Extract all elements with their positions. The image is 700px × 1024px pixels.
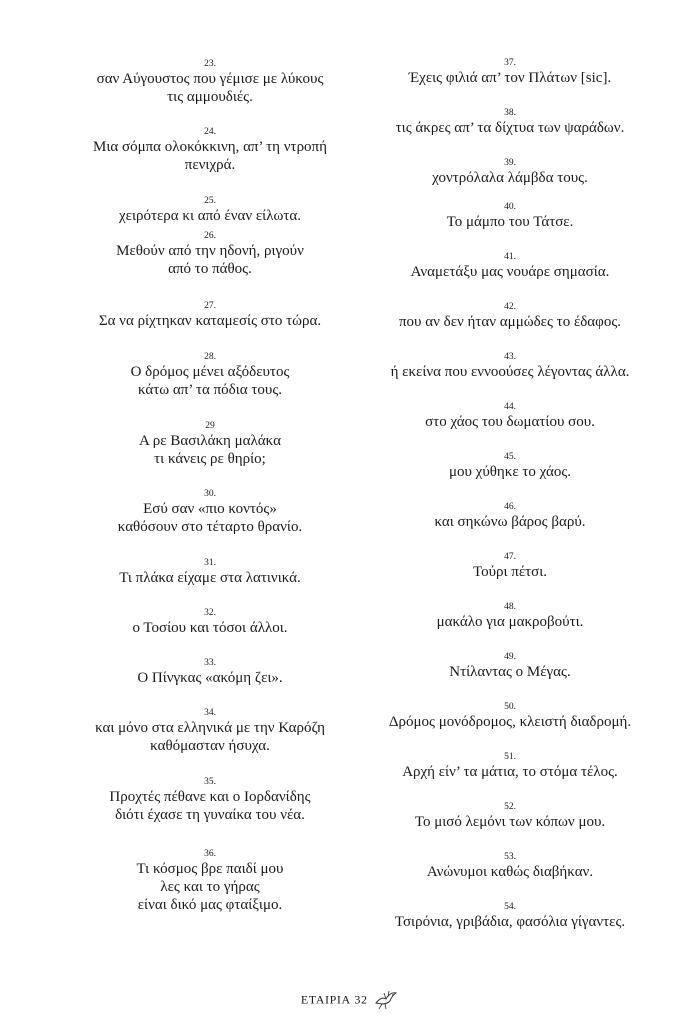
verse-entry [340, 252, 680, 281]
page-footer [0, 989, 700, 1011]
verse-entry [340, 802, 680, 831]
verse-line: είναι δικό μας φταίξιμο. [137, 897, 283, 913]
verse-line: πενιχρά. [184, 157, 236, 173]
verse-entry [40, 708, 380, 755]
verse-number: 29 [205, 421, 215, 431]
verse-number: 24. [204, 127, 216, 137]
bird-ornament-icon [373, 989, 399, 1011]
verse-number: 36. [204, 849, 216, 859]
verse-entry [340, 502, 680, 531]
verse-line: τις αμμουδιές. [167, 89, 253, 105]
verse-number: 54. [504, 902, 516, 912]
verse-number: 44. [504, 402, 516, 412]
verse-line: Ανώνυμοι καθώς διαβήκαν. [426, 864, 594, 880]
verse-line: ο Τοσίου και τόσοι άλλοι. [132, 620, 288, 636]
verse-line: Τι πλάκα είχαμε στα λατινικά. [119, 570, 301, 586]
verse-number: 41. [504, 252, 516, 262]
verse-line: Δρόμος μονόδρομος, κλειστή διαδρομή. [388, 714, 632, 730]
verse-entry [40, 301, 380, 330]
verse-line: στο χάος του δωματίου σου. [425, 414, 595, 430]
verse-line: Μια σόμπα ολοκόκκινη, απ’ τη ντροπή [93, 139, 327, 155]
verse-number: 43. [504, 352, 516, 362]
verse-line: Το μισό λεμόνι των κόπων μου. [414, 814, 606, 830]
verse-entry [40, 777, 380, 824]
verse-line: κάτω απ’ τα πόδια τους. [137, 382, 283, 398]
verse-number: 46. [504, 502, 516, 512]
verse-entry [40, 849, 380, 914]
verse-number: 33. [204, 658, 216, 668]
verse-line: διότι έχασε τη γυναίκα του νέα. [115, 807, 305, 823]
verse-number: 48. [504, 602, 516, 612]
verse-number: 45. [504, 452, 516, 462]
verse-line: Τι κόσμος βρε παιδί μου [136, 861, 284, 877]
verse-entry [40, 658, 380, 687]
verse-line: Αρχή είν’ τα μάτια, το στόμα τέλος. [402, 764, 618, 780]
verse-number: 28. [204, 352, 216, 362]
verse-line: Τούρι πέτσι. [472, 564, 548, 580]
verse-line: μου χύθηκε το χάος. [448, 464, 572, 480]
verse-entry [340, 202, 680, 231]
verse-entry [340, 702, 680, 731]
verse-line: καθόμασταν ήσυχα. [150, 738, 270, 754]
verse-number: 37. [504, 58, 516, 68]
verse-line: από το πάθος. [168, 261, 252, 277]
verse-entry [340, 652, 680, 681]
verse-number: 52. [504, 802, 516, 812]
verse-entry [340, 302, 680, 331]
verse-line: και σηκώνω βάρος βαρύ. [434, 514, 586, 530]
verse-number: 49. [504, 652, 516, 662]
verse-line: ή εκείνα που εννοούσες λέγοντας άλλα. [390, 364, 630, 380]
verse-entry [340, 852, 680, 881]
verse-number: 35. [204, 777, 216, 787]
verse-entry [340, 602, 680, 631]
page-number: 32 [354, 992, 368, 1007]
verse-entry [340, 158, 680, 187]
verse-line: χοντρόλαλα λάμβδα τους. [432, 170, 588, 186]
verse-number: 30. [204, 489, 216, 499]
verse-entry [40, 558, 380, 587]
verse-line: τις άκρες απ’ τα δίχτυα των ψαράδων. [395, 120, 625, 136]
verse-number: 25. [204, 196, 216, 206]
verse-entry [40, 127, 380, 174]
verse-entry [340, 752, 680, 781]
journal-name: ΕΤΑΙΡΙΑ [300, 992, 351, 1007]
verse-entry [340, 452, 680, 481]
verse-entry [340, 552, 680, 581]
verse-line: Α ρε Βασιλάκη μαλάκα [139, 433, 281, 449]
verse-line: Τσιρόνια, γριβάδια, φασόλια γίγαντες. [394, 914, 626, 930]
verse-line: Ντίλαντας ο Μέγας. [449, 664, 571, 680]
verse-number: 32. [204, 608, 216, 618]
verse-entry [40, 608, 380, 637]
verse-number: 31. [204, 558, 216, 568]
verse-entry [340, 352, 680, 381]
verse-entry [40, 196, 380, 225]
verse-number: 27. [204, 301, 216, 311]
verse-number: 38. [504, 108, 516, 118]
verse-line: χειρότερα κι από έναν είλωτα. [118, 208, 301, 224]
verse-number: 51. [504, 752, 516, 762]
verse-number: 26. [204, 231, 216, 241]
verse-entry [40, 352, 380, 399]
verse-line: τι κάνεις ρε θηρίο; [154, 451, 266, 467]
verse-number: 23. [204, 59, 216, 69]
verse-entry [340, 58, 680, 87]
verse-line: καθόσουν στο τέταρτο θρανίο. [117, 519, 303, 535]
verse-entry [40, 231, 380, 278]
verse-line: λες και το γήρας [160, 879, 260, 895]
verse-number: 42. [504, 302, 516, 312]
verse-line: σαν Αύγουστος που γέμισε με λύκους [96, 71, 324, 87]
verse-line: Το μάμπο του Τάτσε. [446, 214, 574, 230]
verse-number: 39. [504, 158, 516, 168]
verse-number: 40. [504, 202, 516, 212]
verse-entry [40, 59, 380, 106]
verse-line: Ο Πίνγκας «ακόμη ζει». [137, 670, 283, 686]
verse-line: Προχτές πέθανε και ο Ιορδανίδης [109, 789, 311, 805]
verse-number: 47. [504, 552, 516, 562]
verse-line: μακάλο για μακροβούτι. [436, 614, 584, 630]
verse-number: 53. [504, 852, 516, 862]
verse-line: που αν δεν ήταν αμμώδες το έδαφος. [398, 314, 622, 330]
verse-entry [40, 421, 380, 468]
verse-line: Μεθούν από την ηδονή, ριγούν [116, 243, 304, 259]
verse-entry [40, 489, 380, 536]
verse-line: Αναμετάξυ μας νουάρε σημασία. [410, 264, 610, 280]
verse-number: 50. [504, 702, 516, 712]
verse-line: Έχεις φιλιά απ’ τον Πλάτων [sic]. [408, 70, 612, 86]
verse-line: και μόνο στα ελληνικά με την Καρόζη [95, 720, 325, 736]
verse-line: Ο δρόμος μένει αξόδευτος [130, 364, 290, 380]
verse-line: Σα να ρίχτηκαν καταμεσίς στο τώρα. [98, 313, 322, 329]
verse-entry [340, 402, 680, 431]
verse-entry [340, 108, 680, 137]
verse-line: Εσύ σαν «πιο κοντός» [143, 501, 277, 517]
verse-number: 34. [204, 708, 216, 718]
verse-entry [340, 902, 680, 931]
